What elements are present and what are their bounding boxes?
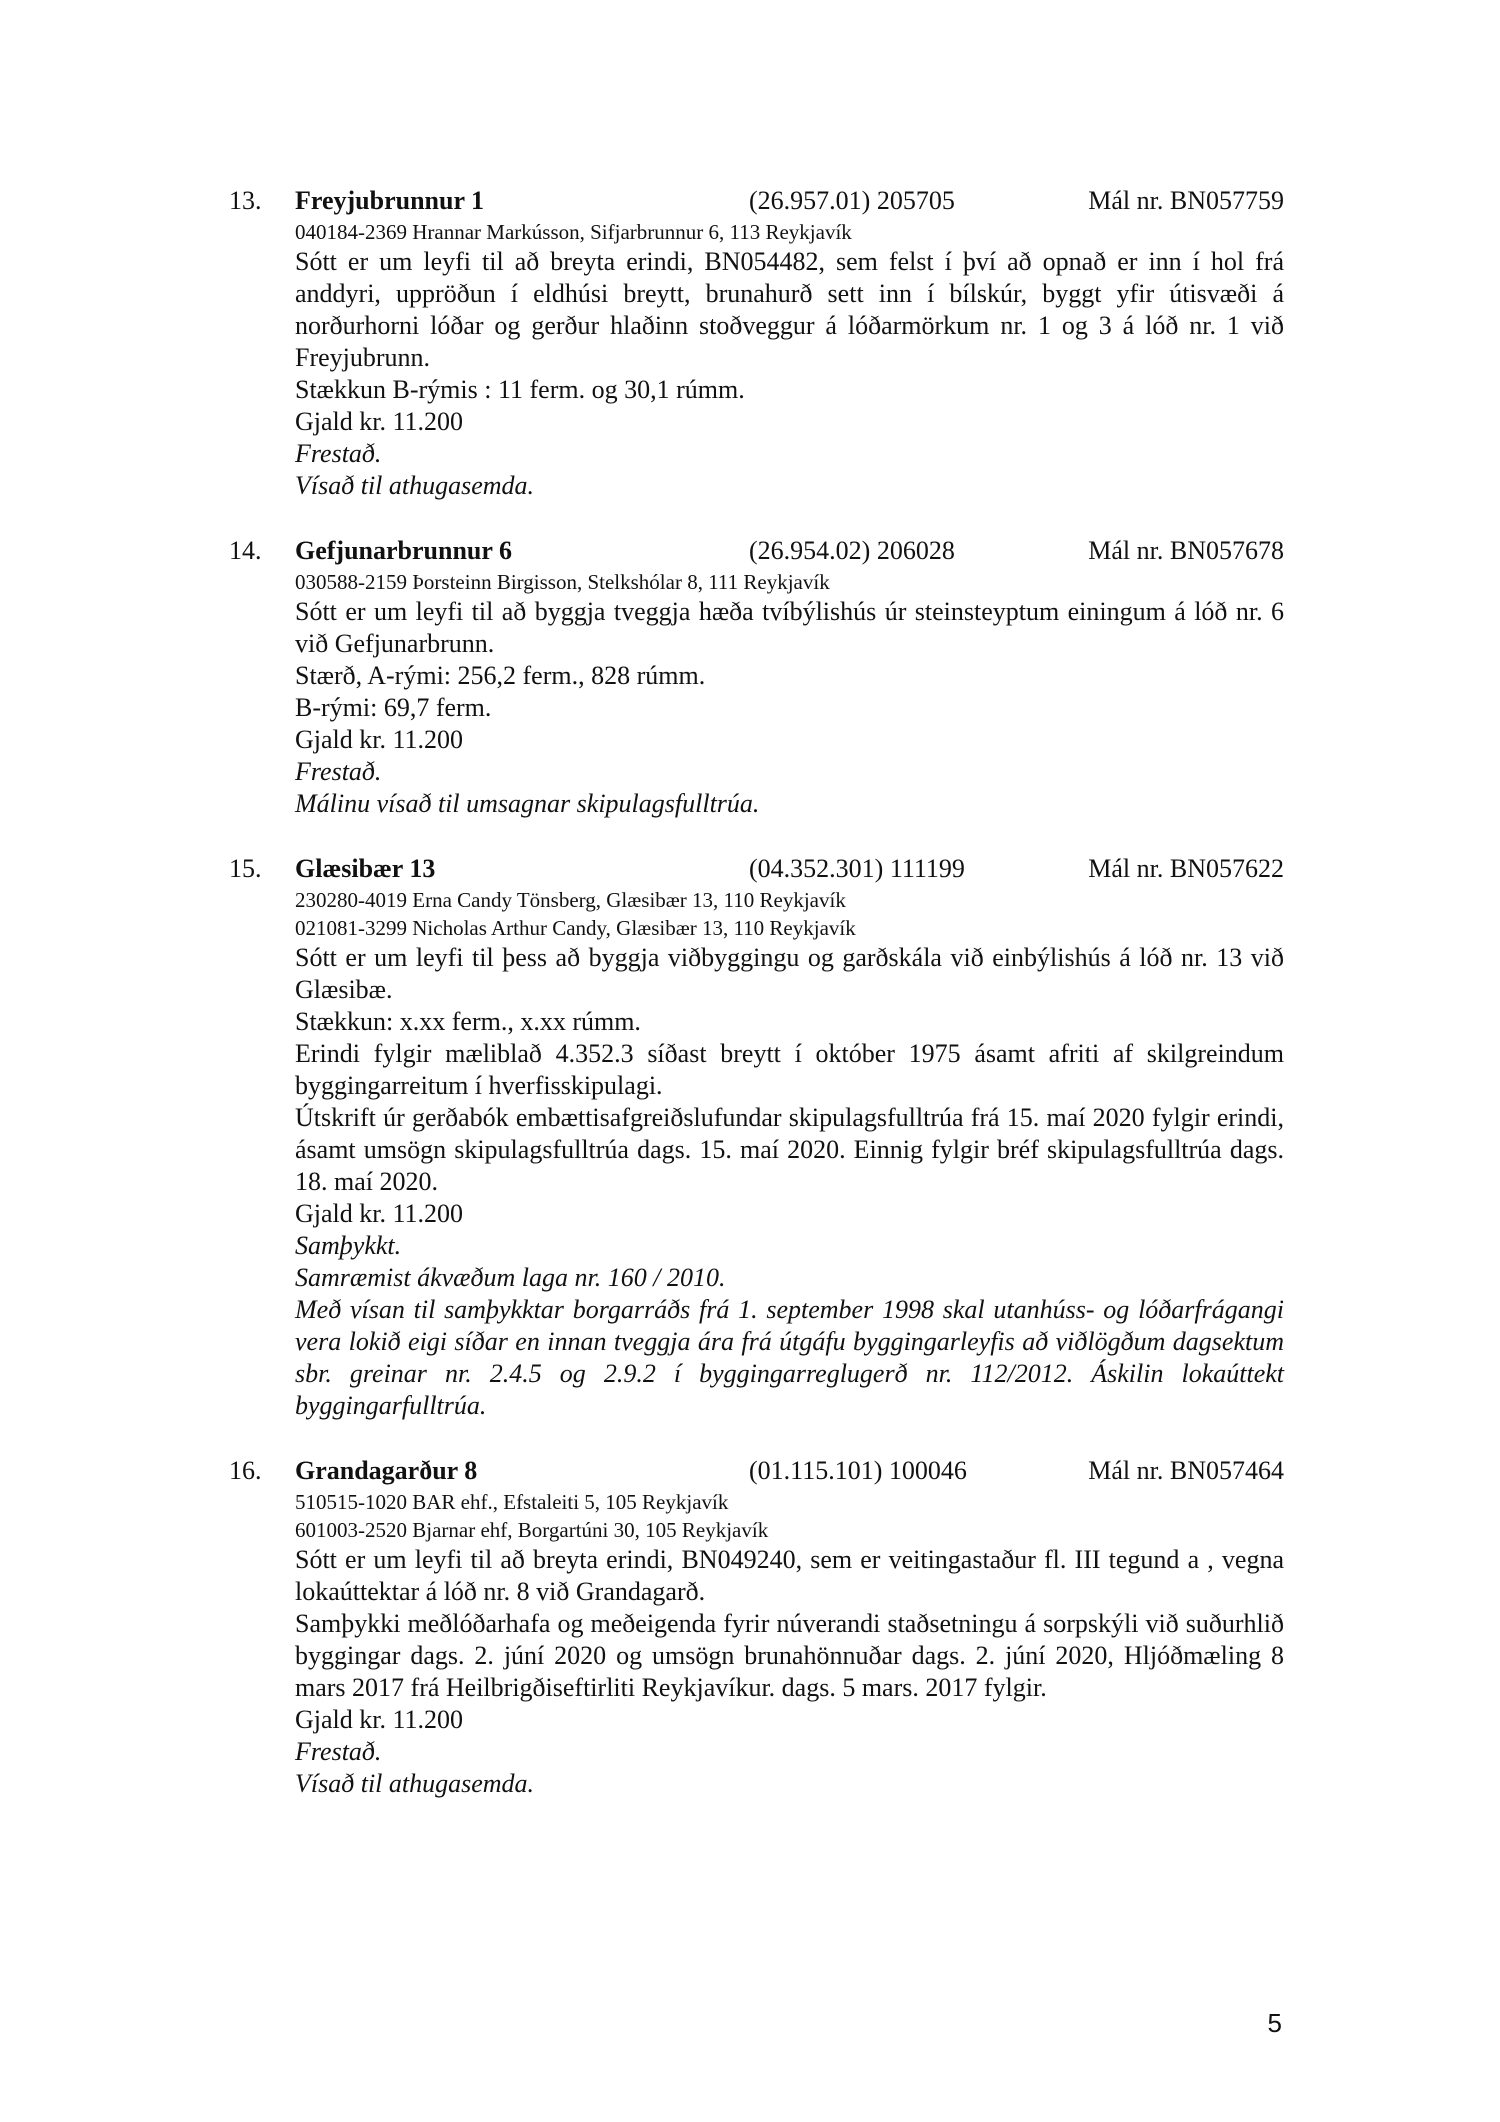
applicant-line: 601003-2520 Bjarnar ehf, Borgartúni 30, 105 Reykjavík xyxy=(295,1518,769,1542)
property-title: Gefjunarbrunnur 6 xyxy=(295,536,512,565)
size-line: Stærð, A-rými: 256,2 ferm., 828 rúmm. xyxy=(295,661,706,690)
description: Sótt er um leyfi til að breyta erindi, BN054482, sem felst í því að opnað er inn í hol frá anddyri, uppröðun í eldhúsi breytt, brunahurð sett inn í bílskúr, byggt yfir útisvæði á norðurhorni lóðar og gerður hlaðinn stoðveggur á lóðarmörkum nr. 1 og 3 á lóð nr. 1 við Freyjubrunn. xyxy=(295,247,1284,372)
decision: Frestað. xyxy=(295,1737,382,1766)
size-line: B-rými: 69,7 ferm. xyxy=(295,693,492,722)
item-number: 14. xyxy=(229,536,262,565)
applicant-line: 040184-2369 Hrannar Markússon, Sifjarbrunnur 6, 113 Reykjavík xyxy=(295,220,852,244)
applicant-line: 030588-2159 Þorsteinn Birgisson, Stelkshólar 8, 111 Reykjavík xyxy=(295,570,830,594)
decision-note: Málinu vísað til umsagnar skipulagsfulltrúa. xyxy=(295,789,760,818)
case-number: Mál nr. BN057759 xyxy=(1088,186,1284,215)
case-header xyxy=(229,1454,1284,1488)
decision-condition: Með vísan til samþykktar borgarráðs frá 1. september 1998 skal utanhúss- og lóðarfrágangi vera lokið eigi síðar en innan tveggja ára frá útgáfu byggingarleyfis að viðlögðum dagsektum sbr. greinar nr. 2.4.5 og 2.9.2 í byggingarreglugerð nr. 112/2012. Áskilin lokaúttekt byggingarfulltrúa. xyxy=(295,1295,1284,1420)
decision-note: Vísað til athugasemda. xyxy=(295,471,535,500)
property-title: Glæsibær 13 xyxy=(295,854,436,883)
land-reference: (04.352.301) 111199 xyxy=(749,854,965,883)
page-number: 5 xyxy=(1267,2008,1282,2038)
attachment-paragraph: Samþykki meðlóðarhafa og meðeigenda fyrir núverandi staðsetningu á sorpskýli við suðurhlið byggingar dags. 2. júní 2020 og umsögn brunahönnuðar dags. 2. júní 2020, Hljóðmæling 8 mars 2017 frá Heilbrigðiseftirliti Reykjavíkur. dags. 5 mars. 2017 fylgir. xyxy=(295,1609,1284,1702)
fee-line: Gjald kr. 11.200 xyxy=(295,1705,464,1734)
applicant-line: 230280-4019 Erna Candy Tönsberg, Glæsibær 13, 110 Reykjavík xyxy=(295,888,846,912)
case-header xyxy=(229,534,1284,568)
description: Sótt er um leyfi til þess að byggja viðbyggingu og garðskála við einbýlishús á lóð nr. 13 við Glæsibæ. xyxy=(295,943,1284,1004)
fee-line: Gjald kr. 11.200 xyxy=(295,725,464,754)
case-number: Mál nr. BN057464 xyxy=(1088,1456,1284,1485)
item-number: 13. xyxy=(229,186,262,215)
case-header xyxy=(229,184,1284,218)
case-header xyxy=(229,852,1284,886)
fee-line: Gjald kr. 11.200 xyxy=(295,1199,464,1228)
size-line: Stækkun: x.xx ferm., x.xx rúmm. xyxy=(295,1007,641,1036)
case-item-13 xyxy=(229,184,1284,502)
property-title: Freyjubrunnur 1 xyxy=(295,186,485,215)
item-number: 15. xyxy=(229,854,262,883)
decision-note: Samræmist ákvæðum laga nr. 160 / 2010. xyxy=(295,1263,726,1292)
decision-note: Vísað til athugasemda. xyxy=(295,1769,535,1798)
decision: Samþykkt. xyxy=(295,1231,402,1260)
case-number: Mál nr. BN057622 xyxy=(1088,854,1284,883)
size-line: Stækkun B-rýmis : 11 ferm. og 30,1 rúmm. xyxy=(295,375,745,404)
land-reference: (01.115.101) 100046 xyxy=(749,1456,967,1485)
description: Sótt er um leyfi til að breyta erindi, BN049240, sem er veitingastaður fl. III tegund a , vegna lokaúttektar á lóð nr. 8 við Grandagarð. xyxy=(295,1545,1284,1606)
decision: Frestað. xyxy=(295,757,382,786)
land-reference: (26.954.02) 206028 xyxy=(749,536,955,565)
case-item-16 xyxy=(229,1454,1284,1800)
case-item-14 xyxy=(229,534,1284,820)
decision: Frestað. xyxy=(295,439,382,468)
property-title: Grandagarður 8 xyxy=(295,1456,478,1485)
fee-line: Gjald kr. 11.200 xyxy=(295,407,464,436)
applicant-line: 021081-3299 Nicholas Arthur Candy, Glæsibær 13, 110 Reykjavík xyxy=(295,916,856,940)
item-number: 16. xyxy=(229,1456,262,1485)
case-number: Mál nr. BN057678 xyxy=(1088,536,1284,565)
attachment-paragraph: Útskrift úr gerðabók embættisafgreiðslufundar skipulagsfulltrúa frá 15. maí 2020 fylgir erindi, ásamt umsögn skipulagsfulltrúa dags. 15. maí 2020. Einnig fylgir bréf skipulagsfulltrúa dags. 18. maí 2020. xyxy=(295,1103,1284,1196)
description: Sótt er um leyfi til að byggja tveggja hæða tvíbýlishús úr steinsteyptum einingum á lóð nr. 6 við Gefjunarbrunn. xyxy=(295,597,1284,658)
attachment-paragraph: Erindi fylgir mæliblað 4.352.3 síðast breytt í október 1975 ásamt afriti af skilgreindum byggingarreitum í hverfisskipulagi. xyxy=(295,1039,1284,1100)
applicant-line: 510515-1020 BAR ehf., Efstaleiti 5, 105 Reykjavík xyxy=(295,1490,729,1514)
land-reference: (26.957.01) 205705 xyxy=(749,186,955,215)
case-item-15 xyxy=(229,852,1284,1422)
